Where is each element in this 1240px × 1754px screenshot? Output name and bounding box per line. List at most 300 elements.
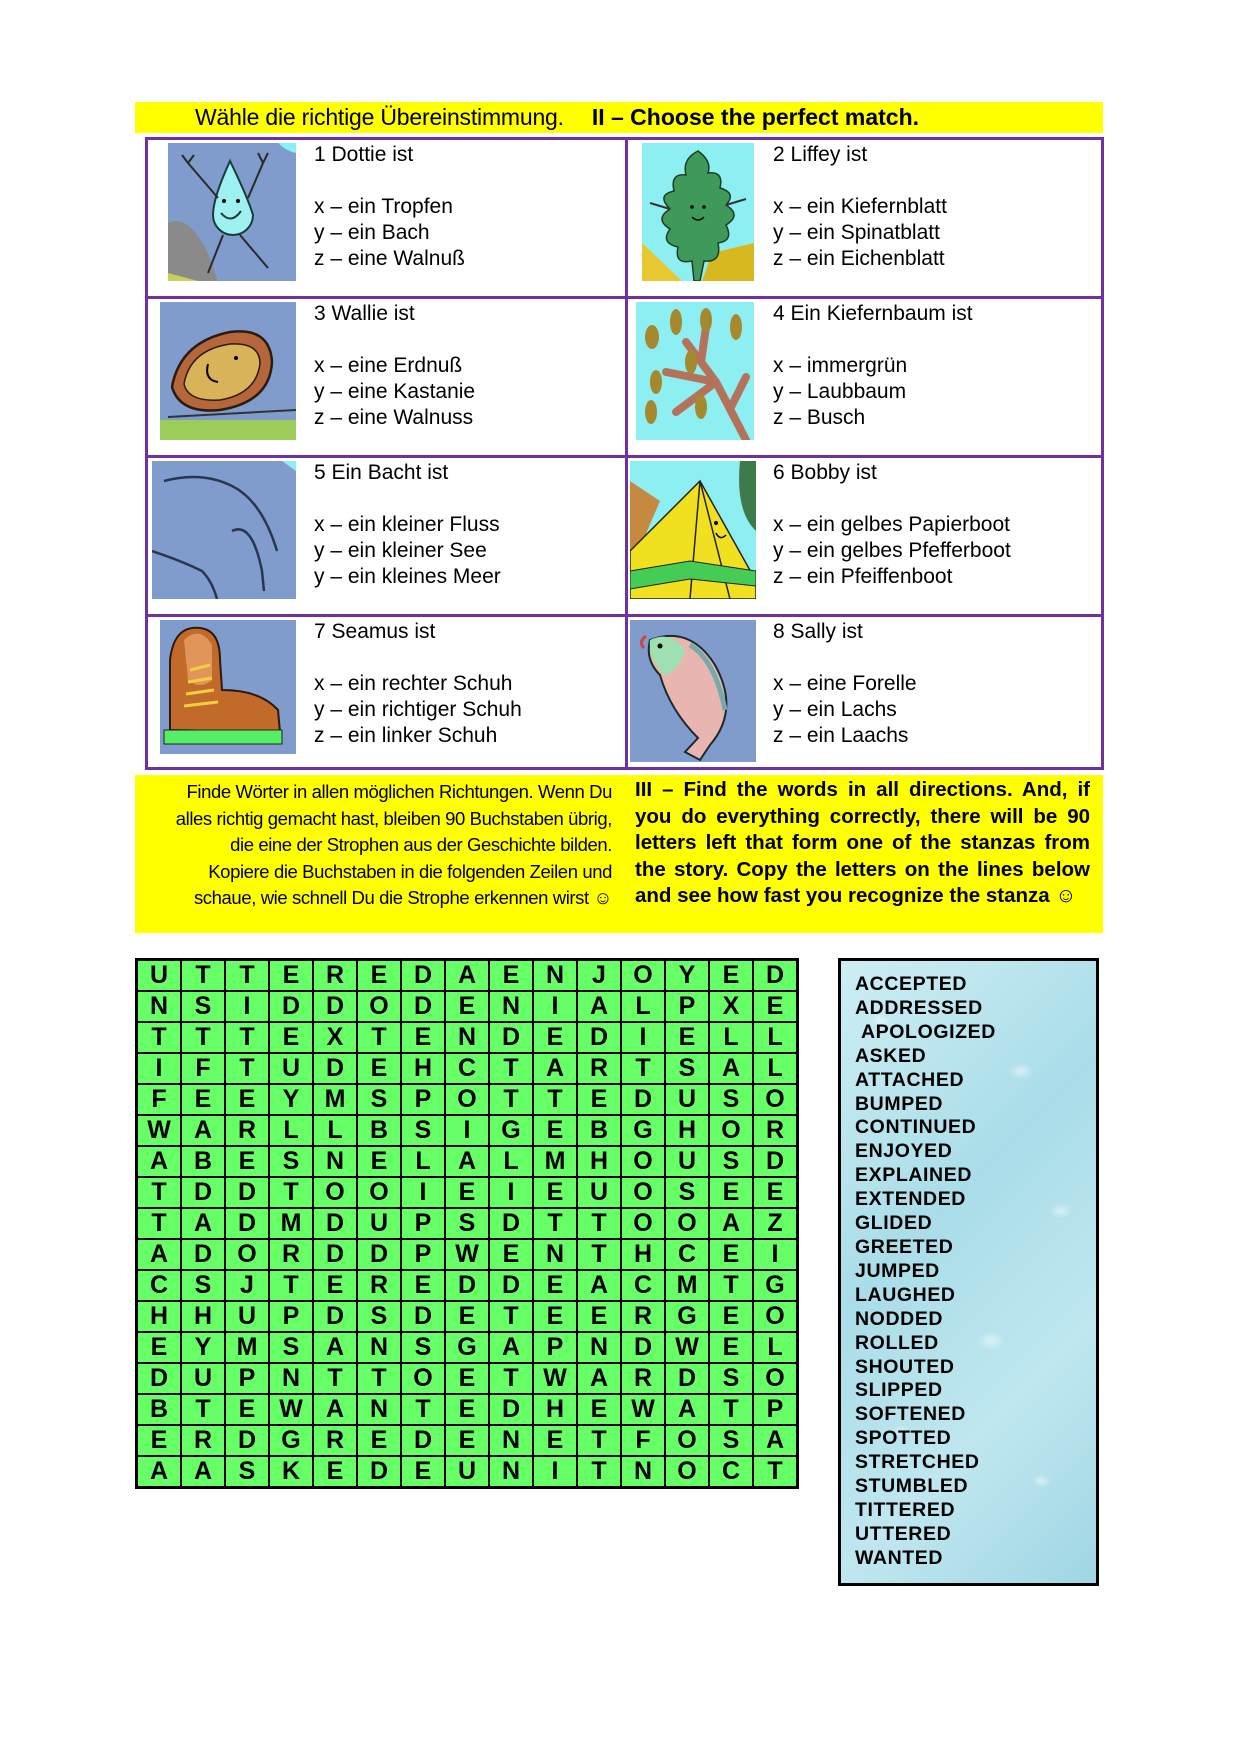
grid-cell[interactable]: D [357,1239,401,1270]
grid-cell[interactable]: L [401,1146,445,1177]
grid-cell[interactable]: X [313,1022,357,1053]
grid-cell[interactable]: D [753,1146,798,1177]
grid-cell[interactable]: E [753,991,798,1022]
grid-cell[interactable]: D [445,1270,489,1301]
grid-cell[interactable]: T [577,1239,621,1270]
option-y[interactable]: y – eine Kastanie [314,380,476,403]
grid-cell[interactable]: E [401,1456,445,1488]
grid-cell[interactable]: E [401,1270,445,1301]
question-3 [148,299,628,458]
grid-row [137,1146,798,1177]
grid-cell[interactable]: P [269,1301,313,1332]
grid-cell[interactable]: G [489,1115,533,1146]
grid-cell[interactable]: O [709,1115,753,1146]
grid-cell[interactable]: N [137,991,182,1022]
question-title: 7 Seamus ist [314,620,436,643]
grid-cell[interactable]: E [489,1239,533,1270]
question-title: 2 Liffey ist [773,143,868,166]
grid-cell[interactable]: I [533,1456,577,1488]
grid-cell[interactable]: D [225,1177,269,1208]
grid-cell[interactable]: T [489,1053,533,1084]
grid-cell[interactable]: O [621,1177,665,1208]
grid-cell[interactable]: E [357,960,401,992]
question-6 [628,458,1101,617]
grid-cell[interactable]: N [489,991,533,1022]
grid-cell[interactable]: S [225,1456,269,1488]
grid-cell[interactable]: N [533,960,577,992]
grid-cell[interactable]: D [225,1208,269,1239]
grid-cell[interactable]: A [137,1146,182,1177]
grid-cell[interactable]: D [357,1456,401,1488]
grid-cell[interactable]: L [489,1146,533,1177]
grid-cell[interactable]: F [181,1053,225,1084]
grid-cell[interactable]: E [489,960,533,992]
grid-cell[interactable]: E [533,1270,577,1301]
grid-cell[interactable]: J [577,960,621,992]
grid-cell[interactable]: D [313,1239,357,1270]
grid-cell[interactable]: A [577,991,621,1022]
grid-cell[interactable]: O [753,1363,798,1394]
grid-cell[interactable]: E [709,1177,753,1208]
grid-cell[interactable]: R [225,1115,269,1146]
grid-cell[interactable]: L [709,1022,753,1053]
grid-cell[interactable]: O [313,1177,357,1208]
grid-cell[interactable]: R [313,960,357,992]
grid-cell[interactable]: S [709,1425,753,1456]
option-y[interactable]: y – ein richtiger Schuh [314,698,522,721]
grid-cell[interactable]: A [753,1425,798,1456]
grid-cell[interactable]: R [269,1239,313,1270]
grid-cell[interactable]: O [753,1301,798,1332]
grid-cell[interactable]: T [225,1053,269,1084]
grid-cell[interactable]: E [533,1177,577,1208]
grid-cell[interactable]: I [489,1177,533,1208]
grid-cell[interactable]: J [225,1270,269,1301]
grid-cell[interactable]: U [665,1146,709,1177]
grid-cell[interactable]: W [665,1332,709,1363]
grid-cell[interactable]: L [269,1115,313,1146]
grid-cell[interactable]: A [489,1332,533,1363]
grid-cell[interactable]: S [665,1177,709,1208]
grid-cell[interactable]: A [445,1146,489,1177]
grid-cell[interactable]: T [489,1084,533,1115]
grid-cell[interactable]: I [225,991,269,1022]
grid-cell[interactable]: D [577,1022,621,1053]
grid-cell[interactable]: B [137,1394,182,1425]
grid-cell[interactable]: R [753,1115,798,1146]
grid-cell[interactable]: S [445,1208,489,1239]
grid-cell[interactable]: O [401,1363,445,1394]
grid-cell[interactable]: K [269,1456,313,1488]
grid-cell[interactable]: D [313,1053,357,1084]
grid-cell[interactable]: D [137,1363,182,1394]
question-title: 5 Ein Bacht ist [314,461,449,484]
grid-cell[interactable]: O [357,1177,401,1208]
grid-cell[interactable]: E [181,1084,225,1115]
grid-cell[interactable]: A [445,960,489,992]
word-list-item: GLIDED [855,1212,933,1235]
grid-cell[interactable]: Z [753,1208,798,1239]
word-list-item: GREETED [855,1235,954,1258]
grid-cell[interactable]: R [621,1301,665,1332]
grid-cell[interactable]: O [621,1146,665,1177]
grid-cell[interactable]: T [181,1394,225,1425]
grid-cell[interactable]: T [577,1425,621,1456]
grid-cell[interactable]: G [621,1115,665,1146]
grid-cell[interactable]: P [401,1084,445,1115]
grid-cell[interactable]: H [533,1394,577,1425]
grid-cell[interactable]: A [181,1208,225,1239]
option-y[interactable]: y – ein Spinatblatt [773,221,940,244]
grid-cell[interactable]: G [445,1332,489,1363]
grid-cell[interactable]: P [401,1208,445,1239]
option-z[interactable]: z – ein Pfeiffenboot [773,565,953,588]
grid-cell[interactable]: S [357,1301,401,1332]
grid-cell[interactable]: N [533,1239,577,1270]
grid-cell[interactable]: T [489,1301,533,1332]
grid-cell[interactable]: M [269,1208,313,1239]
grid-cell[interactable]: R [357,1270,401,1301]
grid-cell[interactable]: E [445,1425,489,1456]
grid-cell[interactable]: A [709,1053,753,1084]
grid-cell[interactable]: S [269,1332,313,1363]
grid-cell[interactable]: L [313,1115,357,1146]
grid-cell[interactable]: U [665,1084,709,1115]
grid-cell[interactable]: U [357,1208,401,1239]
option-y[interactable]: y – Laubbaum [773,380,907,403]
grid-cell[interactable]: W [269,1394,313,1425]
grid-cell[interactable]: B [357,1115,401,1146]
grid-cell[interactable]: E [357,1053,401,1084]
question-1 [148,140,628,299]
option-y[interactable]: y – ein Bach [314,221,430,244]
grid-cell[interactable]: A [709,1208,753,1239]
grid-cell[interactable]: W [621,1394,665,1425]
grid-cell[interactable]: A [533,1053,577,1084]
grid-cell[interactable]: E [357,1425,401,1456]
grid-cell[interactable]: Y [269,1084,313,1115]
grid-cell[interactable]: E [313,1270,357,1301]
grid-cell[interactable]: L [753,1332,798,1363]
option-x[interactable]: x – ein kleiner Fluss [314,513,500,536]
grid-cell[interactable]: A [665,1394,709,1425]
grid-cell[interactable]: M [533,1146,577,1177]
grid-cell[interactable]: E [225,1394,269,1425]
option-y[interactable]: y – ein gelbes Pfefferboot [773,539,1011,562]
grid-cell[interactable]: E [445,1363,489,1394]
option-x[interactable]: x – ein Kiefernblatt [773,195,947,218]
grid-cell[interactable]: O [357,991,401,1022]
grid-cell[interactable]: S [709,1146,753,1177]
option-x[interactable]: x – ein Tropfen [314,195,453,218]
grid-cell[interactable]: Y [181,1332,225,1363]
grid-cell[interactable]: R [313,1425,357,1456]
grid-cell[interactable]: I [445,1115,489,1146]
option-x[interactable]: x – ein gelbes Papierboot [773,513,1010,536]
grid-cell[interactable]: E [225,1084,269,1115]
grid-cell[interactable]: O [665,1456,709,1488]
grid-cell[interactable]: T [313,1363,357,1394]
grid-cell[interactable]: X [709,991,753,1022]
grid-cell[interactable]: A [137,1456,182,1488]
grid-cell[interactable]: D [753,960,798,992]
header-german: Wähle die richtige Übereinstimmung. [195,104,564,130]
grid-cell[interactable]: T [181,1022,225,1053]
option-z[interactable]: z – eine Walnuss [314,406,474,429]
grid-cell[interactable]: A [313,1332,357,1363]
grid-cell[interactable]: D [181,1239,225,1270]
grid-cell[interactable]: D [401,1425,445,1456]
word-list-item: SHOUTED [855,1355,955,1378]
grid-cell[interactable]: E [137,1332,182,1363]
grid-cell[interactable]: S [401,1332,445,1363]
grid-cell[interactable]: P [225,1363,269,1394]
grid-cell[interactable]: I [401,1177,445,1208]
grid-cell[interactable]: S [709,1363,753,1394]
grid-cell[interactable]: T [621,1053,665,1084]
grid-cell[interactable]: E [445,991,489,1022]
grid-cell[interactable]: E [533,1022,577,1053]
grid-cell[interactable]: D [489,1022,533,1053]
option-z[interactable]: z – ein Laachs [773,724,909,747]
grid-cell[interactable]: W [533,1363,577,1394]
grid-cell[interactable]: E [269,960,313,992]
grid-cell[interactable]: E [665,1022,709,1053]
grid-cell[interactable]: C [445,1053,489,1084]
grid-cell[interactable]: L [753,1053,798,1084]
option-x[interactable]: x – ein rechter Schuh [314,672,513,695]
grid-cell[interactable]: G [269,1425,313,1456]
grid-cell[interactable]: T [225,960,269,992]
grid-cell[interactable]: P [401,1239,445,1270]
grid-cell[interactable]: E [445,1394,489,1425]
grid-cell[interactable]: S [181,991,225,1022]
grid-cell[interactable]: T [533,1208,577,1239]
word-list-item: SLIPPED [855,1379,943,1402]
grid-cell[interactable]: A [181,1115,225,1146]
grid-cell[interactable]: E [445,1177,489,1208]
grid-cell[interactable]: O [225,1239,269,1270]
grid-cell[interactable]: E [225,1146,269,1177]
grid-cell[interactable]: T [357,1022,401,1053]
grid-cell[interactable]: W [137,1115,182,1146]
grid-cell[interactable]: D [489,1394,533,1425]
grid-cell[interactable]: O [665,1208,709,1239]
grid-cell[interactable]: I [753,1239,798,1270]
grid-cell[interactable]: Y [665,960,709,992]
grid-row [137,991,798,1022]
option-x[interactable]: x – eine Forelle [773,672,917,695]
option-y[interactable]: y – ein kleiner See [314,539,487,562]
grid-cell[interactable]: D [401,991,445,1022]
grid-row [137,1022,798,1053]
grid-cell[interactable]: M [665,1270,709,1301]
question-5 [148,458,628,617]
option-y[interactable]: y – ein Lachs [773,698,897,721]
grid-cell[interactable]: G [665,1301,709,1332]
grid-cell[interactable]: S [709,1084,753,1115]
grid-cell[interactable]: I [533,991,577,1022]
grid-cell[interactable]: D [621,1332,665,1363]
option-z[interactable]: z – ein linker Schuh [314,724,498,747]
grid-cell[interactable]: M [313,1084,357,1115]
grid-cell[interactable]: D [401,960,445,992]
grid-cell[interactable]: T [709,1270,753,1301]
grid-cell[interactable]: U [137,960,182,992]
grid-cell[interactable]: T [357,1363,401,1394]
option-z[interactable]: z – eine Walnuß [314,247,465,270]
grid-cell[interactable]: A [181,1456,225,1488]
grid-cell[interactable]: D [489,1270,533,1301]
grid-cell[interactable]: D [313,1301,357,1332]
grid-cell[interactable]: E [533,1425,577,1456]
grid-cell[interactable]: S [269,1146,313,1177]
word-list [841,961,1096,1571]
grid-cell[interactable]: U [181,1363,225,1394]
grid-cell[interactable]: E [577,1301,621,1332]
grid-cell[interactable]: O [665,1425,709,1456]
grid-cell[interactable]: G [753,1270,798,1301]
grid-cell[interactable]: E [709,960,753,992]
option-z[interactable]: y – ein kleines Meer [314,565,501,588]
grid-cell[interactable]: E [577,1394,621,1425]
grid-cell[interactable]: P [533,1332,577,1363]
word-list-item: ATTACHED [855,1068,965,1091]
grid-cell[interactable]: C [137,1270,182,1301]
grid-cell[interactable]: D [181,1177,225,1208]
grid-cell[interactable]: E [357,1146,401,1177]
grid-cell[interactable]: T [753,1456,798,1488]
grid-cell[interactable]: D [621,1084,665,1115]
grid-cell[interactable]: N [313,1146,357,1177]
grid-cell[interactable]: P [753,1394,798,1425]
grid-cell[interactable]: N [489,1425,533,1456]
grid-cell[interactable]: C [621,1270,665,1301]
grid-cell[interactable]: T [401,1394,445,1425]
grid-cell[interactable]: H [621,1239,665,1270]
grid-cell[interactable]: S [665,1053,709,1084]
grid-cell[interactable]: W [445,1239,489,1270]
grid-cell[interactable]: N [269,1363,313,1394]
grid-cell[interactable]: H [665,1115,709,1146]
grid-cell[interactable]: D [313,991,357,1022]
grid-cell[interactable]: T [709,1394,753,1425]
grid-cell[interactable]: T [181,960,225,992]
grid-cell[interactable]: U [577,1177,621,1208]
grid-cell[interactable]: R [621,1363,665,1394]
word-list-item: SPOTTED [855,1427,952,1450]
grid-cell[interactable]: H [401,1053,445,1084]
grid-cell[interactable]: L [753,1022,798,1053]
grid-cell[interactable]: A [137,1239,182,1270]
grid-cell[interactable]: F [137,1084,182,1115]
grid-cell[interactable]: T [577,1456,621,1488]
grid-cell[interactable]: H [577,1146,621,1177]
grid-cell[interactable]: E [269,1022,313,1053]
grid-cell[interactable]: U [225,1301,269,1332]
grid-cell[interactable]: R [577,1053,621,1084]
grid-cell[interactable]: E [533,1301,577,1332]
grid-cell[interactable]: B [577,1115,621,1146]
grid-cell[interactable]: L [621,991,665,1022]
grid-cell[interactable]: T [269,1177,313,1208]
grid-cell[interactable]: B [181,1146,225,1177]
grid-cell[interactable]: D [401,1301,445,1332]
grid-cell[interactable]: U [445,1456,489,1488]
grid-cell[interactable]: D [225,1425,269,1456]
grid-cell[interactable]: E [577,1084,621,1115]
grid-cell[interactable]: E [445,1301,489,1332]
grid-cell[interactable]: T [489,1363,533,1394]
option-x[interactable]: x – eine Erdnuß [314,354,463,377]
grid-cell[interactable]: T [577,1208,621,1239]
grid-cell[interactable]: O [445,1084,489,1115]
option-z[interactable]: z – ein Eichenblatt [773,247,945,270]
grid-cell[interactable]: N [489,1456,533,1488]
grid-cell[interactable]: N [577,1332,621,1363]
grid-cell[interactable]: N [357,1394,401,1425]
grid-cell[interactable]: O [621,960,665,992]
grid-cell[interactable]: D [489,1208,533,1239]
grid-cell[interactable]: T [137,1208,182,1239]
grid-cell[interactable]: N [445,1022,489,1053]
grid-cell[interactable]: S [181,1270,225,1301]
option-z[interactable]: z – Busch [773,406,866,429]
grid-cell[interactable]: H [137,1301,182,1332]
grid-cell[interactable]: R [181,1425,225,1456]
grid-cell[interactable]: I [137,1053,182,1084]
grid-cell[interactable]: T [269,1270,313,1301]
grid-cell[interactable]: S [357,1084,401,1115]
grid-cell[interactable]: T [137,1022,182,1053]
grid-cell[interactable]: C [665,1239,709,1270]
grid-cell[interactable]: E [313,1456,357,1488]
grid-cell[interactable]: T [137,1177,182,1208]
grid-cell[interactable]: D [313,1208,357,1239]
grid-cell[interactable]: E [533,1115,577,1146]
grid-cell[interactable]: N [357,1332,401,1363]
grid-cell[interactable]: E [137,1425,182,1456]
grid-cell[interactable]: E [709,1332,753,1363]
grid-cell[interactable]: D [269,991,313,1022]
grid-cell[interactable]: T [533,1084,577,1115]
grid-row [137,1053,798,1084]
grid-cell[interactable]: M [225,1332,269,1363]
grid-cell[interactable]: N [621,1456,665,1488]
grid-cell[interactable]: E [709,1301,753,1332]
grid-cell[interactable]: E [401,1022,445,1053]
option-x[interactable]: x – immergrün [773,354,908,377]
grid-cell[interactable]: E [709,1239,753,1270]
grid-cell[interactable]: I [621,1022,665,1053]
grid-cell[interactable]: A [313,1394,357,1425]
grid-cell[interactable]: E [753,1177,798,1208]
grid-cell[interactable]: H [181,1301,225,1332]
grid-cell[interactable]: U [269,1053,313,1084]
grid-cell[interactable]: P [665,991,709,1022]
grid-cell[interactable]: F [621,1425,665,1456]
grid-cell[interactable]: D [665,1363,709,1394]
grid-cell[interactable]: T [225,1022,269,1053]
grid-cell[interactable]: A [577,1270,621,1301]
grid-cell[interactable]: O [753,1084,798,1115]
grid-cell[interactable]: C [709,1456,753,1488]
question-title: 6 Bobby ist [773,461,877,484]
grid-cell[interactable]: S [401,1115,445,1146]
grid-cell[interactable]: A [577,1363,621,1394]
grid-cell[interactable]: O [621,1208,665,1239]
grid-row [137,1239,798,1270]
